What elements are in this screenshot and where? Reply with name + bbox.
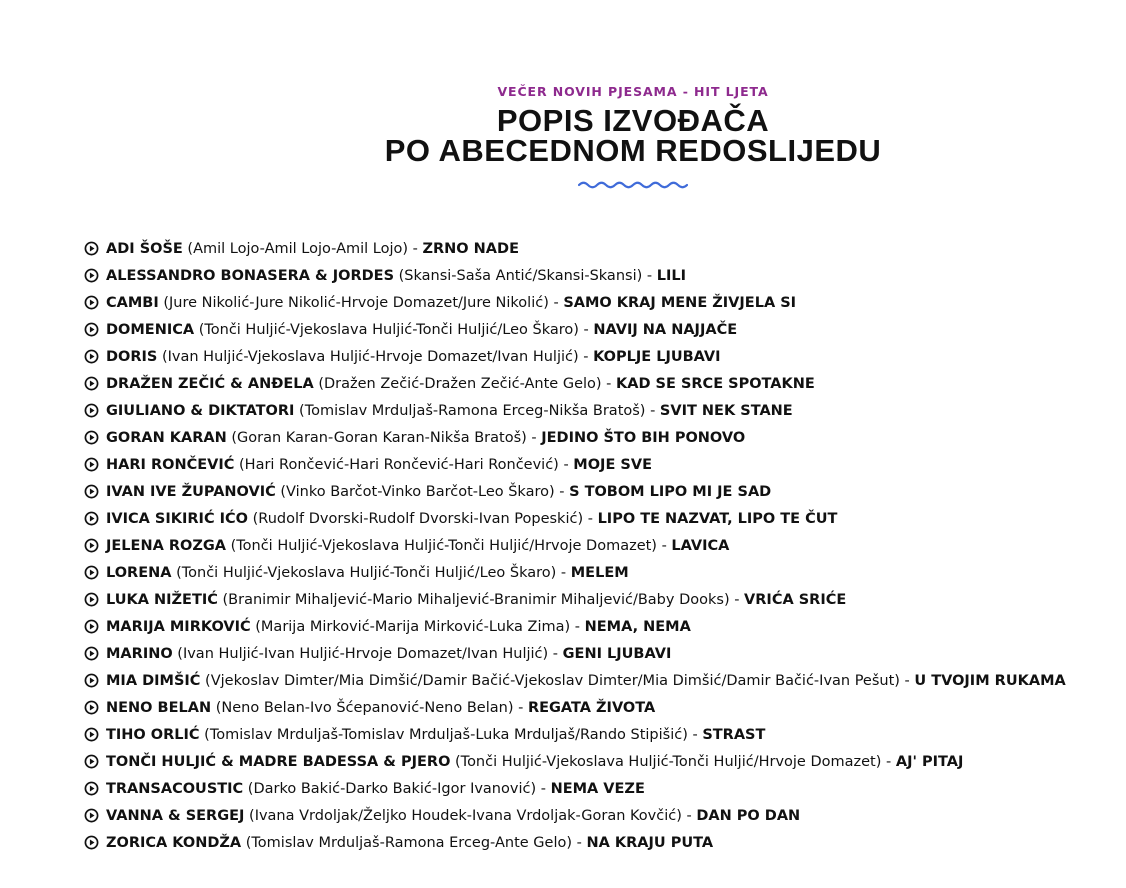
song-title: LILI — [656, 268, 686, 284]
page-header — [0, 84, 1126, 191]
entry-text — [106, 347, 721, 367]
artist-name: DRAŽEN ZEČIĆ & ANĐELA — [106, 376, 314, 392]
page-title-line-1: POPIS IZVOĐAČA — [496, 103, 770, 138]
artist-name: GORAN KARAN — [106, 430, 227, 446]
entry-text — [106, 401, 793, 421]
song-authors: (Darko Bakić-Darko Bakić-Igor Ivanović) - — [243, 781, 551, 797]
song-authors: (Tonči Huljić-Vjekoslava Huljić-Tonči Huljić/Leo Škaro) - — [194, 322, 594, 338]
song-authors: (Tonči Huljić-Vjekoslava Huljić-Tonči Huljić/Hrvoje Domazet) - — [450, 754, 896, 770]
artist-name: TONČI HULJIĆ & MADRE BADESSA & PJERO — [106, 754, 451, 770]
performer-list-item — [84, 509, 1066, 536]
play-circle-icon — [84, 727, 99, 742]
song-authors: (Hari Rončević-Hari Rončević-Hari Rončević) - — [234, 457, 574, 473]
artist-name: TIHO ORLIĆ — [106, 727, 200, 743]
song-title: NEMA, NEMA — [584, 619, 691, 635]
song-title: MELEM — [570, 565, 629, 581]
performer-list-item — [84, 374, 1066, 401]
song-authors: (Marija Mirković-Marija Mirković-Luka Zima) - — [250, 619, 585, 635]
song-title: AJ' PITAJ — [895, 754, 964, 770]
play-circle-icon — [84, 430, 99, 445]
song-title: JEDINO ŠTO BIH PONOVO — [541, 430, 746, 446]
artist-name: LUKA NIŽETIĆ — [106, 592, 218, 608]
performer-list-item — [84, 563, 1066, 590]
song-title: GENI LJUBAVI — [562, 646, 672, 662]
song-authors: (Dražen Zečić-Dražen Zečić-Ante Gelo) - — [313, 376, 616, 392]
song-authors: (Ivan Huljić-Vjekoslava Huljić-Hrvoje Domazet/Ivan Huljić) - — [157, 349, 594, 365]
entry-text — [106, 644, 671, 664]
song-title: LIPO TE NAZVAT, LIPO TE ČUT — [597, 511, 838, 527]
song-title: LAVICA — [671, 538, 730, 554]
song-authors: (Goran Karan-Goran Karan-Nikša Bratoš) - — [226, 430, 542, 446]
song-title: ZRNO NADE — [422, 241, 519, 257]
entry-text — [106, 428, 745, 448]
performer-list-item — [84, 725, 1066, 752]
play-circle-icon — [84, 484, 99, 499]
song-authors: (Skansi-Saša Antić/Skansi-Skansi) - — [394, 268, 657, 284]
song-authors: (Branimir Mihaljević-Mario Mihaljević-Branimir Mihaljević/Baby Dooks) - — [217, 592, 745, 608]
play-circle-icon — [84, 808, 99, 823]
play-circle-icon — [84, 646, 99, 661]
performer-list-item — [84, 239, 1066, 266]
entry-text — [106, 509, 837, 529]
play-circle-icon — [84, 673, 99, 688]
play-circle-icon — [84, 619, 99, 634]
entry-text — [106, 671, 1066, 691]
play-circle-icon — [84, 592, 99, 607]
page-title — [0, 103, 1126, 168]
artist-name: HARI RONČEVIĆ — [106, 457, 235, 473]
artist-name: VANNA & SERGEJ — [106, 808, 245, 824]
play-circle-icon — [84, 349, 99, 364]
performer-list-item — [84, 428, 1066, 455]
song-title: REGATA ŽIVOTA — [527, 700, 656, 716]
performer-list-item — [84, 347, 1066, 374]
entry-text — [106, 266, 686, 286]
artist-name: MARINO — [106, 646, 173, 662]
song-title: SAMO KRAJ MENE ŽIVJELA SI — [563, 295, 797, 311]
entry-text — [106, 536, 729, 556]
song-title: MOJE SVE — [573, 457, 652, 473]
entry-text — [106, 455, 652, 475]
performer-list-item — [84, 806, 1066, 833]
entry-text — [106, 320, 737, 340]
wave-divider-path — [579, 183, 687, 188]
artist-name: MARIJA MIRKOVIĆ — [106, 619, 251, 635]
artist-name: IVAN IVE ŽUPANOVIĆ — [106, 484, 276, 500]
song-authors: (Tonči Huljić-Vjekoslava Huljić-Tonči Huljić/Hrvoje Domazet) - — [225, 538, 672, 554]
play-circle-icon — [84, 538, 99, 553]
play-circle-icon — [84, 403, 99, 418]
song-authors: (Tomislav Mrduljaš-Ramona Erceg-Nikša Bratoš) - — [294, 403, 660, 419]
performer-list-item — [84, 536, 1066, 563]
entry-text — [106, 563, 629, 583]
song-authors: (Vinko Barčot-Vinko Barčot-Leo Škaro) - — [275, 484, 570, 500]
play-circle-icon — [84, 268, 99, 283]
entry-text — [106, 590, 846, 610]
performer-list-item — [84, 266, 1066, 293]
performer-list-item — [84, 455, 1066, 482]
play-circle-icon — [84, 700, 99, 715]
play-circle-icon — [84, 457, 99, 472]
song-authors: (Amil Lojo-Amil Lojo-Amil Lojo) - — [182, 241, 423, 257]
play-circle-icon — [84, 835, 99, 850]
song-title: KOPLJE LJUBAVI — [593, 349, 721, 365]
song-title: NAVIJ NA NAJJAČE — [593, 322, 738, 338]
entry-text — [106, 752, 963, 772]
artist-name: TRANSACOUSTIC — [106, 781, 244, 797]
performer-list-item — [84, 482, 1066, 509]
artist-name: GIULIANO & DIKTATORI — [106, 403, 295, 419]
entry-text — [106, 833, 713, 853]
entry-text — [106, 374, 815, 394]
entry-text — [106, 293, 796, 313]
play-circle-icon — [84, 376, 99, 391]
artist-name: MIA DIMŠIĆ — [106, 673, 201, 689]
entry-text — [106, 725, 765, 745]
artist-name: ALESSANDRO BONASERA & JORDES — [106, 268, 395, 284]
song-title: U TVOJIM RUKAMA — [914, 673, 1066, 689]
performer-list — [84, 239, 1066, 860]
artist-name: DOMENICA — [106, 322, 195, 338]
artist-name: JELENA ROZGA — [106, 538, 226, 554]
play-circle-icon — [84, 511, 99, 526]
entry-text — [106, 482, 771, 502]
song-title: VRIĆA SRIĆE — [744, 592, 847, 608]
entry-text — [106, 779, 645, 799]
performer-list-item — [84, 779, 1066, 806]
song-title: STRAST — [702, 727, 766, 743]
performer-list-item — [84, 752, 1066, 779]
song-title: SVIT NEK STANE — [659, 403, 793, 419]
play-circle-icon — [84, 295, 99, 310]
performer-list-item — [84, 833, 1066, 860]
song-title: KAD SE SRCE SPOTAKNE — [616, 376, 815, 392]
artist-name: DORIS — [106, 349, 158, 365]
artist-name: IVICA SIKIRIĆ IĆO — [106, 511, 249, 527]
performer-list-item — [84, 644, 1066, 671]
song-authors: (Neno Belan-Ivo Šćepanović-Neno Belan) - — [211, 700, 528, 716]
performer-list-item — [84, 617, 1066, 644]
play-circle-icon — [84, 565, 99, 580]
song-authors: (Tomislav Mrduljaš-Tomislav Mrduljaš-Luka Mrduljaš/Rando Stipišić) - — [199, 727, 703, 743]
song-authors: (Tomislav Mrduljaš-Ramona Erceg-Ante Gelo) - — [241, 835, 587, 851]
song-authors: (Ivana Vrdoljak/Željko Houdek-Ivana Vrdoljak-Goran Kovčić) - — [244, 808, 697, 824]
play-circle-icon — [84, 754, 99, 769]
song-authors: (Rudolf Dvorski-Rudolf Dvorski-Ivan Popeskić) - — [248, 511, 598, 527]
entry-text — [106, 698, 655, 718]
play-circle-icon — [84, 241, 99, 256]
song-title: DAN PO DAN — [696, 808, 801, 824]
wave-divider-icon — [578, 181, 688, 191]
song-authors: (Vjekoslav Dimter/Mia Dimšić/Damir Bačić-Vjekoslav Dimter/Mia Dimšić/Damir Bačić-Ivan Pešut) - — [200, 673, 915, 689]
song-title: S TOBOM LIPO MI JE SAD — [569, 484, 772, 500]
entry-text — [106, 239, 519, 259]
entry-text — [106, 806, 800, 826]
song-authors: (Jure Nikolić-Jure Nikolić-Hrvoje Domazet/Jure Nikolić) - — [158, 295, 564, 311]
performer-list-item — [84, 320, 1066, 347]
artist-name: ZORICA KONDŽA — [106, 835, 242, 851]
page-subtitle: VEČER NOVIH PJESAMA - HIT LJETA — [497, 84, 769, 99]
artist-name: NENO BELAN — [106, 700, 212, 716]
artist-name: CAMBI — [106, 295, 159, 311]
song-authors: (Tonči Huljić-Vjekoslava Huljić-Tonči Huljić/Leo Škaro) - — [171, 565, 571, 581]
performer-list-item — [84, 671, 1066, 698]
performer-list-item — [84, 293, 1066, 320]
performer-list-item — [84, 590, 1066, 617]
artist-name: ADI ŠOŠE — [106, 241, 183, 257]
song-title: NA KRAJU PUTA — [586, 835, 714, 851]
entry-text — [106, 617, 691, 637]
song-title: NEMA VEZE — [550, 781, 645, 797]
page-title-line-2: PO ABECEDNOM REDOSLIJEDU — [384, 133, 882, 168]
artist-name: LORENA — [106, 565, 172, 581]
song-authors: (Ivan Huljić-Ivan Huljić-Hrvoje Domazet/Ivan Huljić) - — [172, 646, 563, 662]
performer-list-item — [84, 698, 1066, 725]
play-circle-icon — [84, 781, 99, 796]
performer-list-item — [84, 401, 1066, 428]
play-circle-icon — [84, 322, 99, 337]
